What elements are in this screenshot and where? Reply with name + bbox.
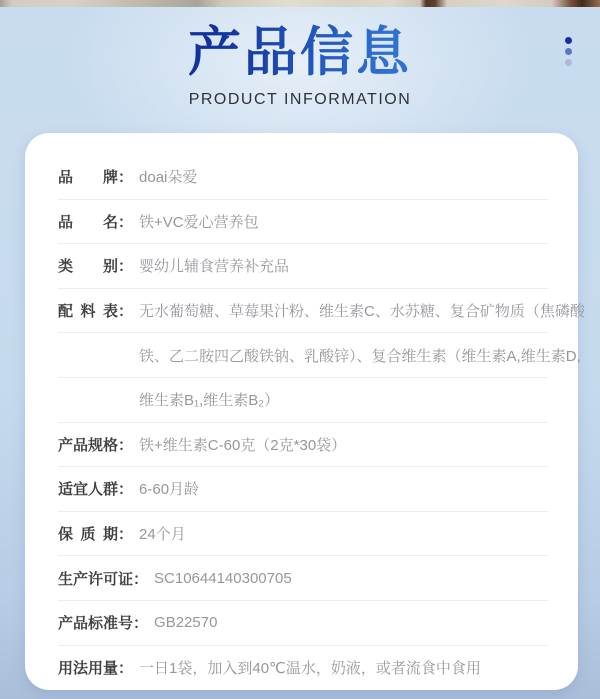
row-value: 无水葡萄糖、草莓果汁粉、维生素C、水苏糖、复合矿物质（焦磷酸 <box>139 303 585 321</box>
row-colon: ： <box>118 660 134 678</box>
row-value: GB22570 <box>154 614 218 632</box>
section-header <box>0 7 600 133</box>
row-value: 婴幼儿辅食营养补充品 <box>139 258 290 276</box>
product-info-card <box>25 133 585 690</box>
dot-medium <box>565 48 572 55</box>
row-value: 铁、乙二胺四乙酸铁钠、乳酸锌）、复合维生素（维生素A,维生素D, <box>139 347 581 365</box>
table-row-category <box>58 244 548 289</box>
row-value: doai朵爱 <box>139 169 198 187</box>
row-label: 类别 <box>58 258 118 276</box>
row-colon: ： <box>133 615 149 633</box>
row-label: 用法用量 <box>58 660 119 678</box>
table-row-ingredients-line1 <box>58 289 585 334</box>
dot-dark <box>565 37 572 44</box>
dot-light <box>565 59 572 66</box>
row-value: 一日1袋，加入到40℃温水，奶液，或者流食中食用 <box>139 660 481 678</box>
row-colon: ： <box>118 526 134 544</box>
row-value: 24个月 <box>139 526 186 544</box>
row-value: 铁+维生素C-60克（2克*30袋） <box>139 436 347 454</box>
row-colon: ： <box>118 436 134 454</box>
row-label: 品牌 <box>58 169 118 187</box>
table-row-license <box>58 556 548 601</box>
table-row-standard-no <box>58 601 548 646</box>
row-value: 铁+VC爱心营养包 <box>139 213 259 231</box>
row-label: 品名 <box>58 213 118 231</box>
row-colon: ： <box>118 258 134 276</box>
vertical-dots-icon[interactable] <box>565 37 572 66</box>
table-row-spec <box>58 423 548 468</box>
row-label: 生产许可证 <box>58 570 134 588</box>
table-row-usage <box>58 646 548 691</box>
top-photo-strip <box>0 0 600 7</box>
row-colon: ： <box>118 213 134 231</box>
table-row-product-name <box>58 200 548 245</box>
row-label: 保质期 <box>58 526 118 544</box>
table-row-brand <box>58 155 548 200</box>
page-title: 产品信息 <box>188 7 412 79</box>
row-colon: ： <box>118 169 134 187</box>
row-value: 6-60月龄 <box>139 481 200 499</box>
row-colon: ： <box>118 481 134 499</box>
row-value: 维生素B₁,维生素B₂） <box>139 392 280 410</box>
row-colon: ： <box>133 570 149 588</box>
table-row-ingredients-line3 <box>58 378 548 423</box>
row-label: 产品规格 <box>58 436 119 454</box>
row-label: 适宜人群 <box>58 481 119 499</box>
row-value: SC10644140300705 <box>154 569 292 587</box>
table-row-ingredients-line2 <box>58 333 581 378</box>
page-subtitle: PRODUCT INFORMATION <box>188 91 412 108</box>
table-row-target-group <box>58 467 548 512</box>
table-row-shelf-life <box>58 512 548 557</box>
row-colon: ： <box>118 303 134 321</box>
row-label: 产品标准号 <box>58 615 134 633</box>
row-label: 配料表 <box>58 303 118 321</box>
